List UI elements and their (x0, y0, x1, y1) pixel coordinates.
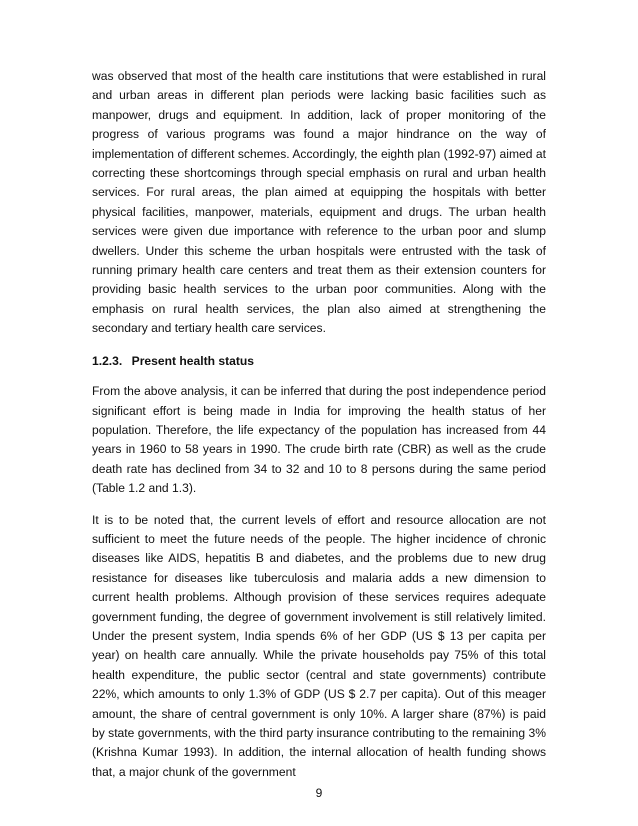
section-heading (92, 352, 546, 371)
body-paragraph-3: It is to be noted that, the current levels of effort and resource allocation are not sufficient to meet the future needs of the people. The higher incidence of chronic diseases like AIDS, hepatitis B and diabetes, and the problems due to new drug resistance for diseases like tuberculosis and malaria adds a new dimension to current health problems. Although provision of these services requires adequate government funding, the degree of government involvement is still relatively limited. Under the present system, India spends 6% of her GDP (US $ 13 per capita per year) on health care annually. While the private households pay 75% of this total health expenditure, the public sector (central and state governments) contribute 22%, which amounts to only 1.3% of GDP (US $ 2.7 per capita). Out of this meager amount, the share of central government is only 10%. A larger share (87%) is paid by state governments, with the third party insurance contributing to the remaining 3% (Krishna Kumar 1993). In addition, the internal allocation of health funding shows that, a major chunk of the government (92, 512, 546, 779)
body-paragraph-1: was observed that most of the health care institutions that were established in rural and urban areas in different plan periods were lacking basic facilities such as manpower, drugs and equipment. In addition, lack of proper monitoring of the progress of various programs was found a major hindrance on the way of implementation of different schemes. Accordingly, the eighth plan (1992-97) aimed at correcting these shortcomings through special emphasis on rural and urban health services. For rural areas, the plan aimed at equipping the hospitals with better physical facilities, manpower, materials, equipment and drugs. The urban health services were given due importance with reference to the urban poor and slump dwellers. Under this scheme the urban hospitals were entrusted with the task of running primary health care centers and treat them as their extension counters for providing basic health services to the urban poor communities. Along with the emphasis on rural health services, the plan also aimed at strengthening the secondary and tertiary health care services. (92, 69, 546, 336)
document-page (92, 67, 546, 782)
body-paragraph-2: From the above analysis, it can be inferred that during the post independence period significant effort is being made in India for improving the health status of her population. Therefore, the life expectancy of the population has increased from 44 years in 1960 to 58 years in 1990. The crude birth rate (CBR) as well as the crude death rate has declined from 34 to 32 and 10 to 8 persons during the same period (Table 1.2 and 1.3). (92, 384, 546, 496)
section-number: 1.2.3. (92, 353, 123, 368)
section-title: Present health status (131, 353, 254, 368)
page-number: 9 (315, 786, 323, 800)
